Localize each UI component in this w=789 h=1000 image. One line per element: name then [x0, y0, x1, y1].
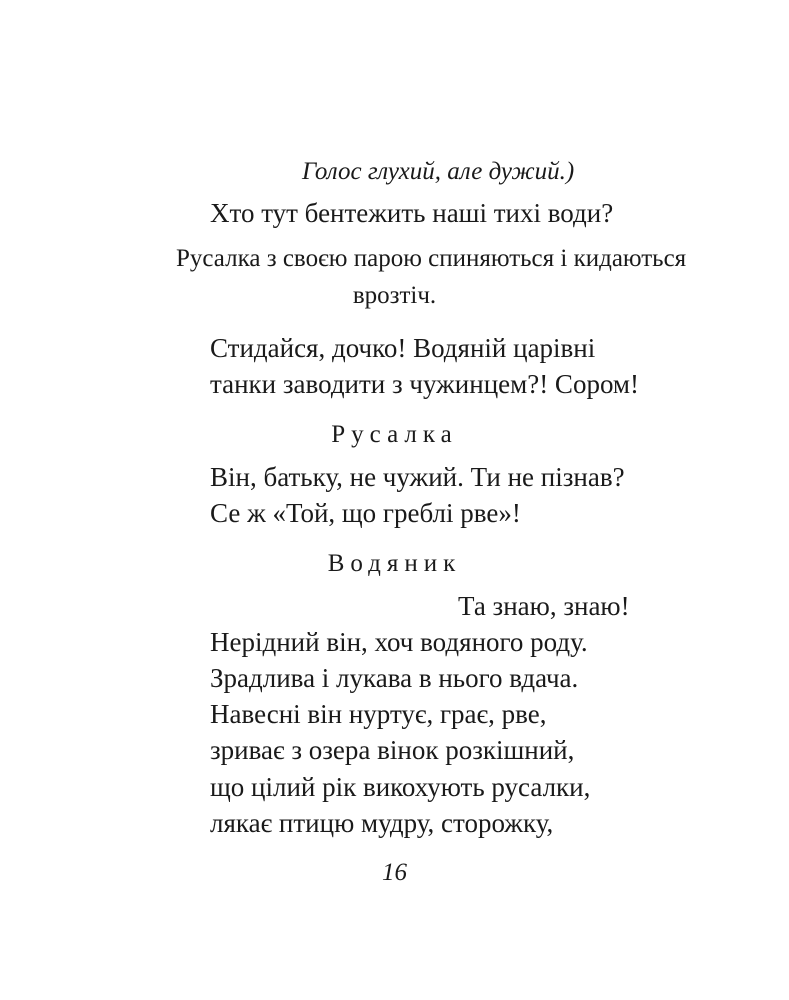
verse-line: Він, батьку, не чужий. Ти не пізнав?	[210, 462, 625, 492]
verse-line: зриває з озера вінок розкішний,	[210, 735, 575, 765]
stage-direction-line: врозтіч.	[352, 282, 437, 309]
verse-line: лякає птицю мудру, сторожку,	[210, 808, 554, 838]
verse-line: Та знаю, знаю!	[458, 591, 630, 621]
verse-line: Се ж «Той, що греблі рве»!	[210, 498, 521, 528]
verse-line: Навесні він нуртує, грає, рве,	[210, 699, 547, 729]
stage-direction-top: Голос глухий, але дужий.)	[302, 158, 575, 185]
verse-line: танки заводити з чужинцем?! Сором!	[210, 369, 640, 399]
page-number: 16	[382, 859, 407, 886]
verse-line: що цілий рік викохують русалки,	[210, 772, 591, 802]
verse-line: Стидайся, дочко! Водяній царівні	[210, 333, 596, 363]
speaker-name: Русалка	[331, 421, 458, 448]
verse-line: Нерідний він, хоч водяного роду.	[210, 627, 588, 657]
verse-line: Зрадлива і лукава в нього вдача.	[210, 663, 579, 693]
speaker-name: Водяник	[327, 550, 462, 577]
verse-line: Хто тут бентежить наші тихі води?	[210, 198, 614, 228]
stage-direction-line: Русалка з своєю парою спиняються і кидаються	[176, 245, 687, 272]
